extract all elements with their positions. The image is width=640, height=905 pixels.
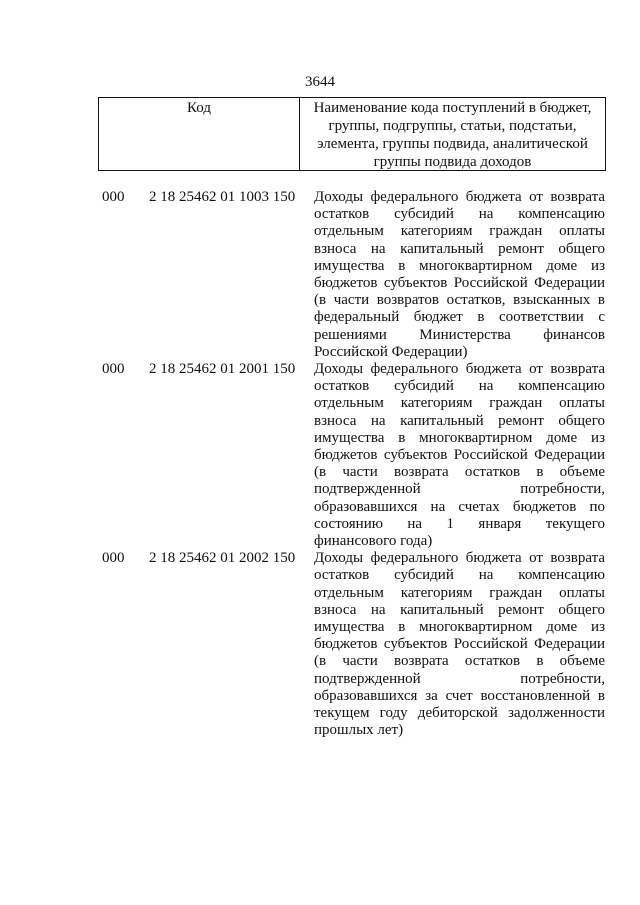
header-code-label: Код <box>99 98 300 170</box>
row-revenue-code: 2 18 25462 01 2002 150 <box>149 550 296 567</box>
row-revenue-code: 2 18 25462 01 2001 150 <box>149 361 296 378</box>
table-body <box>98 189 608 740</box>
row-admin-code: 000 <box>102 189 125 205</box>
table-header <box>98 97 606 171</box>
table-row <box>98 189 608 361</box>
row-description: Доходы федерального бюджета от возврата остатков субсидий на компенсацию отдельным категориям граждан оплаты взноса на капитальный ремонт общего имущества в многоквартирном доме из бюджетов субъектов Российской Федерации (в части возвратов остатков, взысканных в федеральный бюджет в соответствии с решениями Министерства финансов Российской Федерации) <box>314 189 605 360</box>
row-admin-code: 000 <box>102 361 125 378</box>
table-row <box>98 361 608 550</box>
row-description: Доходы федерального бюджета от возврата остатков субсидий на компенсацию отдельным категориям граждан оплаты взноса на капитальный ремонт общего имущества в многоквартирном доме из бюджетов субъектов Российской Федерации (в части возврата остатков в объеме подтвержденной потребности, образовавшихся за счет восстановленной в текущем году дебиторской задолженности прошлых лет) <box>314 550 605 739</box>
row-description: Доходы федерального бюджета от возврата остатков субсидий на компенсацию отдельным категориям граждан оплаты взноса на капитальный ремонт общего имущества в многоквартирном доме из бюджетов субъектов Российской Федерации (в части возврата остатков в объеме подтвержденной потребности, образовавшихся на счетах бюджетов по состоянию на 1 января текущего финансового года) <box>314 361 605 550</box>
row-revenue-code: 2 18 25462 01 1003 150 <box>149 189 296 205</box>
row-admin-code: 000 <box>102 550 125 567</box>
page-number: 3644 <box>305 74 335 90</box>
header-name-label: Наименование кода поступлений в бюджет, группы, подгруппы, статьи, подстатьи, элемента, группы подвида, аналитической группы подвида доходов <box>313 100 592 170</box>
table-row <box>98 550 608 739</box>
